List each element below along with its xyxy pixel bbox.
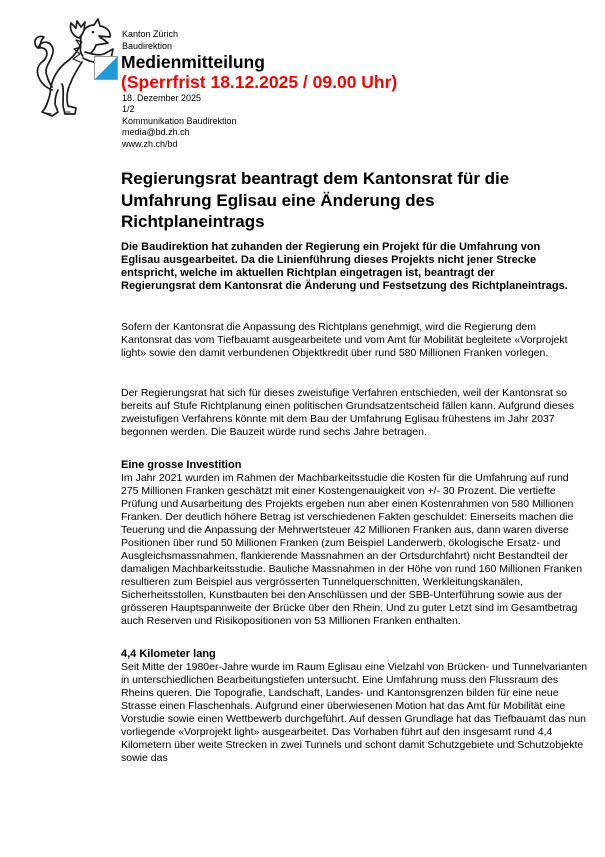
section-body-investition: Im Jahr 2021 wurden im Rahmen der Machbarkeitsstudie die Kosten für die Umfahrung auf rund 275 Millionen Franken geschätzt mit einer Kostengenauigkeit von +/- 30 Prozent. Die vertiefte Prüfung und Ausarbeitung des Projekts ergeben nun aber einen Kostenrahmen von 580 Millionen Franken. Der deutlich höhere Betrag ist verschiedenen Fakten geschuldet: Einerseits machen die Teuerung und die Anpassung der Mehrwertsteuer 42 Millionen Franken aus, dann waren diverse Positionen über rund 50 Millionen Franken (zum Beispiel Landerwerb, ökologische Ersatz- und Ausgleichsmassnahmen, flankierende Massnahmen an der Ortsdurchfahrt) nicht Bestandteil der damaligen Machbarkeitsstudie. Bauliche Massnahmen in der Höhe von rund 160 Millionen Franken resultieren zum Beispiel aus vergrösserten Tunnelquerschnitten, Werkleitungskanälen, Sicherheitsstollen, Kunstbauten bei den Anschlüssen und der SBB-Unterführung sowie aus der grösseren Hauptspannweite der Brücke über den Rhein. Und zu guter Letzt sind im Gesamtbetrag auch Reserven und Risikopositionen von 53 Millionen Franken enthalten. bbox=[121, 472, 583, 627]
org-name-block bbox=[122, 29, 178, 52]
org-line-directorate: Baudirektion bbox=[122, 40, 173, 51]
contact-unit: Kommunikation Baudirektion bbox=[122, 115, 237, 126]
lead-paragraph: Die Baudirektion hat zuhanden der Regierung ein Projekt für die Umfahrung von Eglisau ausgearbeitet. Da die Linienführung dieses Projekts nicht jener Strecke entspricht, welche im aktuellen Richtplan eingetragen ist, beantragt der Regierungsrat dem Kantonsrat die Änderung und Festsetzung des Richtplaneintrags. bbox=[121, 241, 568, 292]
date-line: 18. Dezember 2025 bbox=[122, 93, 202, 103]
page-number: 1/2 bbox=[122, 104, 135, 115]
meta-block bbox=[122, 93, 237, 150]
org-line-canton: Kanton Zürich bbox=[122, 29, 179, 39]
section-heading-kilometer: 4,4 Kilometer lang bbox=[121, 648, 216, 660]
zurich-flag-icon bbox=[94, 56, 118, 80]
section-body-kilometer: Seit Mitte der 1980er-Jahre wurde im Raum Eglisau eine Vielzahl von Brücken- und Tunnelvarianten in unterschiedlichen Bearbeitungstiefen untersucht. Eine Umfahrung muss den Flussraum des Rheins queren. Die Topografie, Landschaft, Landes- und Kantonsgrenzen bilden für eine neue Strasse einen Flaschenhals. Aufgrund einer überwiesenen Motion hat das Amt für Mobilität eine Vorstudie sowie einen Wettbewerb durchgeführt. Auf dessen Grundlage hat das Tiefbauamt das nun vorliegende «Vorprojekt light» ausgearbeitet. Das Vorhaben führt auf den insgesamt rund 4,4 Kilometern über weite Strecken in zwei Tunnels und schont damit Schutzgebiete und Schutzobjekte sowie das bbox=[121, 661, 588, 764]
section-heading-investition: Eine grosse Investition bbox=[121, 459, 242, 471]
contact-email: media@bd.zh.ch bbox=[122, 127, 190, 138]
contact-website: www.zh.ch/bd bbox=[122, 138, 178, 149]
body-paragraph-1: Sofern der Kantonsrat die Anpassung des Richtplans genehmigt, wird die Regierung dem Kantonsrat das vom Tiefbauamt ausgearbeitete und vom Amt für Mobilität begleitete «Vorprojekt light» sowie den damit verbundenen Objektkredit über rund 580 Millionen Franken vorlegen. bbox=[121, 321, 568, 359]
headline: Regierungsrat beantragt dem Kantonsrat für die Umfahrung Eglisau eine Änderung des Richtplaneintrags bbox=[121, 169, 510, 231]
embargo-notice: (Sperrfrist 18.12.2025 / 09.00 Uhr) bbox=[121, 72, 398, 92]
body-paragraph-2: Der Regierungsrat hat sich für dieses zweistufige Verfahren entschieden, weil der Kantonsrat so bereits auf Stufe Richtplanung einen politischen Grundsatzentscheid fällen kann. Aufgrund dieses zweistufigen Verfahrens könnte mit dem Bau der Umfahrung Eglisau frühestens im Jahr 2037 begonnen werden. Die Bauzeit würde rund sechs Jahre betragen. bbox=[121, 387, 574, 438]
doc-type-title: Medienmitteilung bbox=[121, 52, 265, 72]
